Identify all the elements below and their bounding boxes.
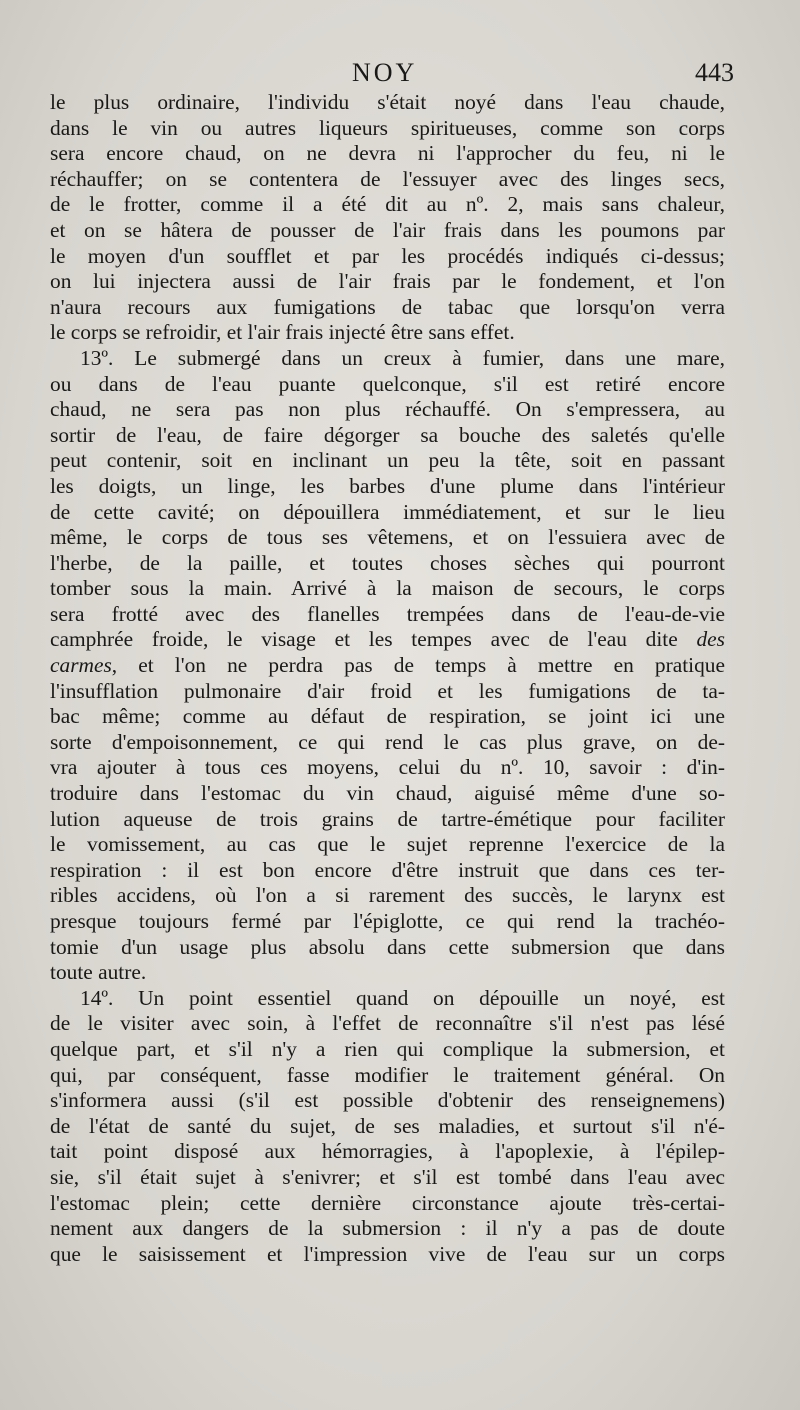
text-line: respiration : il est bon encore d'être instruit que dans ces ter- (50, 857, 725, 882)
text-line: l'estomac plein; cette dernière circonstance ajoute très-certai- (50, 1190, 725, 1215)
page-header (0, 58, 800, 94)
text-line (50, 653, 725, 679)
text-line: de le frotter, comme il a été dit au nº. 2, mais sans chaleur, (50, 192, 725, 217)
text-line: peut contenir, soit en inclinant un peu la tête, soit en passant (50, 448, 725, 473)
text-line: dans le vin ou autres liqueurs spiritueuses, comme son corps (50, 115, 725, 140)
text-line: les doigts, un linge, les barbes d'une plume dans l'intérieur (50, 473, 725, 498)
text-line: sortir de l'eau, de faire dégorger sa bouche des saletés qu'elle (50, 422, 725, 447)
text-line-segment: camphrée froide, le visage et les tempes avec de l'eau dite (50, 627, 678, 652)
page-number: 443 (695, 58, 734, 87)
text-line: vra ajouter à tous ces moyens, celui du nº. 10, savoir : d'in- (50, 755, 725, 780)
text-line: nement aux dangers de la submersion : il n'y a pas de doute (50, 1216, 725, 1241)
text-line: troduire dans l'estomac du vin chaud, aiguisé même d'une so- (50, 781, 725, 806)
text-line: sie, s'il était sujet à s'enivrer; et s'il est tombé dans l'eau avec (50, 1164, 725, 1189)
text-line: qui, par conséquent, fasse modifier le traitement général. On (50, 1062, 725, 1087)
text-line: même, le corps de tous ses vêtemens, et on l'essuiera avec de (50, 525, 725, 550)
paragraph-13-start: 13º. Le submergé dans un creux à fumier, dans une mare, (80, 345, 725, 370)
text-line: de le visiter avec soin, à l'effet de reconnaître s'il n'est pas lésé (50, 1011, 725, 1036)
text-line: sera encore chaud, on ne devra ni l'approcher du feu, ni le (50, 141, 725, 166)
paragraph-14-start: 14º. Un point essentiel quand on dépouille un noyé, est (80, 985, 725, 1010)
text-line: lution aqueuse de trois grains de tartre-émétique pour faciliter (50, 806, 725, 831)
text-line: l'insufflation pulmonaire d'air froid et les fumigations de ta- (50, 678, 725, 703)
text-line: presque toujours fermé par l'épiglotte, ce qui rend la trachéo- (50, 909, 725, 933)
text-line: le plus ordinaire, l'individu s'était noyé dans l'eau chaude, (50, 90, 725, 114)
text-line: ribles accidens, où l'on a si rarement des succès, le larynx est (50, 883, 725, 908)
text-line: tait point disposé aux hémorragies, à l'apoplexie, à l'épilep- (50, 1139, 725, 1164)
text-line: tomie d'un usage plus absolu dans cette submersion que dans (50, 934, 725, 959)
text-line: le vomissement, au cas que le sujet reprenne l'exercice de la (50, 832, 725, 857)
text-line: ou dans de l'eau puante quelconque, s'il est retiré encore (50, 371, 725, 396)
text-line: de l'état de santé du sujet, de ses maladies, et surtout s'il n'é- (50, 1113, 725, 1138)
running-head: NOY (352, 58, 418, 87)
text-line: réchauffer; on se contentera de l'essuyer avec des linges secs, (50, 166, 725, 191)
text-line: tomber sous la main. Arrivé à la maison de secours, le corps (50, 576, 725, 601)
text-line (50, 627, 725, 653)
italic-word: des (696, 627, 725, 652)
text-line: de cette cavité; on dépouillera immédiatement, et sur le lieu (50, 499, 725, 524)
text-line: que le saisissement et l'impression vive de l'eau sur un corps (50, 1241, 725, 1266)
text-line: le corps se refroidir, et l'air frais injecté être sans effet. (50, 320, 515, 345)
text-line: toute autre. (50, 960, 147, 985)
text-line: l'herbe, de la paille, et toutes choses sèches qui pourront (50, 550, 725, 575)
text-line: le moyen d'un soufflet et par les procédés indiqués ci-dessus; (50, 243, 725, 268)
text-line-segment: , et l'on ne perdra pas de temps à mettre en pratique (111, 653, 725, 678)
text-line: quelque part, et s'il n'y a rien qui complique la submersion, et (50, 1036, 725, 1061)
italic-word: carmes (50, 653, 112, 678)
text-line: s'informera aussi (s'il est possible d'obtenir des renseignemens) (50, 1088, 725, 1113)
text-line: sera frotté avec des flanelles trempées dans de l'eau-de-vie (50, 601, 725, 626)
body-text (50, 90, 725, 1267)
text-line: sorte d'empoisonnement, ce qui rend le cas plus grave, on de- (50, 729, 725, 754)
text-line: bac même; comme au défaut de respiration, se joint ici une (50, 704, 725, 729)
text-line: et on se hâtera de pousser de l'air frais dans les poumons par (50, 217, 725, 242)
text-line: on lui injectera aussi de l'air frais par le fondement, et l'on (50, 269, 725, 294)
text-line: n'aura recours aux fumigations de tabac que lorsqu'on verra (50, 294, 725, 319)
text-line: chaud, ne sera pas non plus réchauffé. On s'empressera, au (50, 397, 725, 422)
